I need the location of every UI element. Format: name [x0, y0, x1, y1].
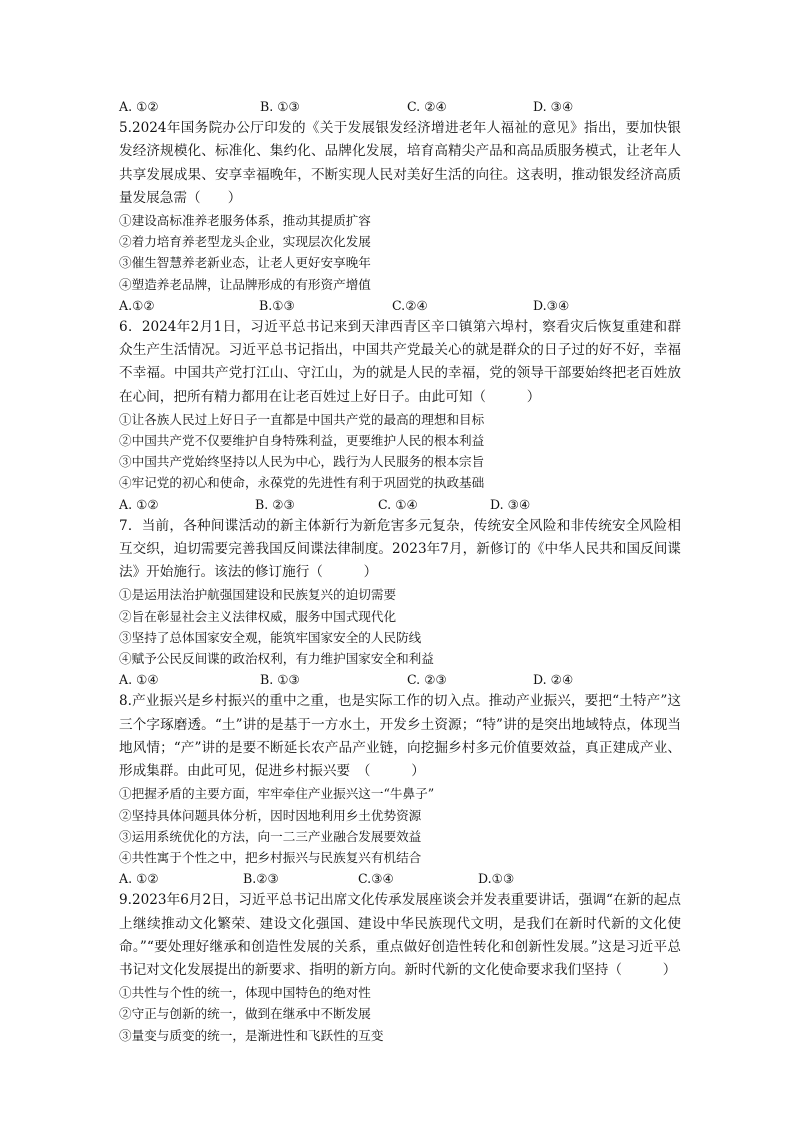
question-8-option: ③运用系统优化的方法，向一二三产业融合发展要效益: [119, 828, 422, 844]
question-5-option: ①建设高标准养老服务体系，推动其提质扩容: [119, 213, 371, 229]
answer-choice: D.①③: [478, 871, 515, 887]
question-8-option: ④共性寓于个性之中，把乡村振兴与民族复兴有机结合: [119, 849, 422, 865]
question-7-option: ①是运用法治护航强国建设和民族复兴的迫切需要: [119, 587, 397, 603]
answer-choice: A.①②: [119, 297, 155, 313]
question-9-option: ③量变与质变的统一，是渐进性和飞跃性的互变: [119, 1027, 384, 1043]
answer-choice: A. ①②: [119, 496, 159, 512]
question-7-option: ③坚持了总体国家安全观，能筑牢国家安全的人民防线: [119, 629, 422, 645]
answer-choice: C.②④: [392, 297, 428, 313]
answer-choice: B. ①③: [260, 672, 300, 688]
question-7-option: ②旨在彰显社会主义法律权威，服务中国式现代化: [119, 608, 397, 624]
answer-choice: D. ②④: [533, 672, 574, 688]
answer-choice: C. ①④: [378, 496, 418, 512]
question-6-option: ③中国共产党始终坚持以人民为中心，践行为人民服务的根本宗旨: [119, 454, 485, 470]
answer-choice: D. ③④: [490, 496, 531, 512]
question-7-stem: 7．当前，各种间谍活动的新主体新行为新危害多元复杂，传统安全风险和非传统安全风险相互交织，迫切需要完善我国反间谍法律制度。2023年7月，新修订的《中华人民共和国反间谍法》开始施行。该法的修订施行（ ）: [119, 517, 681, 581]
question-7-option: ④赋予公民反间谍的政治权利，有力维护国家安全和利益: [119, 651, 434, 667]
answer-choice: D. ③④: [533, 99, 574, 114]
answer-choice: B. ②③: [255, 496, 295, 512]
question-6-answer-row: [119, 494, 681, 515]
question-9-option: ①共性与个性的统一，体现中国特色的绝对性: [119, 985, 371, 1001]
question-7-answer-row: [119, 669, 681, 690]
question-5-option: ②着力培育养老型龙头企业，实现层次化发展: [119, 234, 371, 250]
answer-choice: C. ②③: [407, 672, 447, 688]
question-5-option: ③催生智慧养老新业态，让老人更好安享晚年: [119, 255, 371, 271]
question-9-stem: 9.2023年6月2日，习近平总书记出席文化传承发展座谈会并发表重要讲话，强调“在新的起点上继续推动文化繁荣、建设文化强国、建设中华民族现代文明，是我们在新时代新的文化使命。”“要处理好继承和创造性发展的关系，重点做好创造性转化和创新性发展。”这是习近平总书记对文化发展提出的新要求、指明的新方向。新时代新的文化使命要求我们坚持（ ）: [119, 892, 681, 978]
answer-choice: A. ①②: [119, 871, 159, 887]
question-8-option: ②坚持具体问题具体分析，因时因地利用乡土优势资源: [119, 807, 422, 823]
question-5-option: ④塑造养老品牌，让品牌形成的有形资产增值: [119, 276, 371, 292]
question-5-stem: 5.2024年国务院办公厅印发的《关于发展银发经济增进老年人福祉的意见》指出，要加快银发经济规模化、标准化、集约化、品牌化发展，培育高精尖产品和高品质服务模式，让老年人共享发展成果、安享幸福晚年，不断实现人民对美好生活的向往。这表明，推动银发经济高质量发展急需（ ）: [119, 120, 681, 206]
answer-choice: A. ①④: [119, 672, 159, 688]
answer-choice: B. ①③: [260, 99, 300, 114]
question-8-stem: 8.产业振兴是乡村振兴的重中之重，也是实际工作的切入点。推动产业振兴，要把“土特产”这三个字琢磨透。“土”讲的是基于一方水土，开发乡土资源；“特”讲的是突出地域特点，体现当地风情；“产”讲的是要不断延长农产品产业链，向挖掘乡村多元价值要效益，真正建成产业、形成集群。由此可见，促进乡村振兴要 （ ）: [119, 693, 681, 780]
answer-choice: D.③④: [533, 297, 570, 313]
question-6-option: ④牢记党的初心和使命，永葆党的先进性有利于巩固党的执政基础: [119, 475, 485, 491]
question-6-option: ②中国共产党不仅要维护自身特殊利益，更要维护人民的根本利益: [119, 433, 485, 449]
answer-choice: C. ②④: [407, 99, 447, 114]
answer-choice: B.②③: [243, 871, 279, 887]
q4-answer-row: [119, 96, 681, 117]
question-6-stem: 6．2024年2月1日，习近平总书记来到天津西青区辛口镇第六埠村，察看灾后恢复重建和群众生产生活情况。习近平总书记指出，中国共产党最关心的就是群众的日子过的好不好，幸福不幸福。中国共产党打江山、守江山，为的就是人民的幸福，党的领导干部要始终把老百姓放在心间，把所有精力都用在让老百姓过上好日子。由此可知（ ）: [119, 319, 681, 405]
exam-page: [119, 96, 681, 1046]
answer-choice: B.①③: [259, 297, 295, 313]
question-5-answer-row: [119, 295, 681, 316]
question-6-option: ①让各族人民过上好日子一直都是中国共产党的最高的理想和目标: [119, 411, 485, 427]
question-8-answer-row: [119, 868, 681, 889]
question-9-option: ②守正与创新的统一，做到在继承中不断发展: [119, 1006, 371, 1022]
answer-choice: C.③④: [358, 871, 394, 887]
answer-choice: A. ①②: [119, 99, 159, 114]
question-8-option: ①把握矛盾的主要方面，牢牢牵住产业振兴这一“牛鼻子”: [119, 786, 435, 802]
